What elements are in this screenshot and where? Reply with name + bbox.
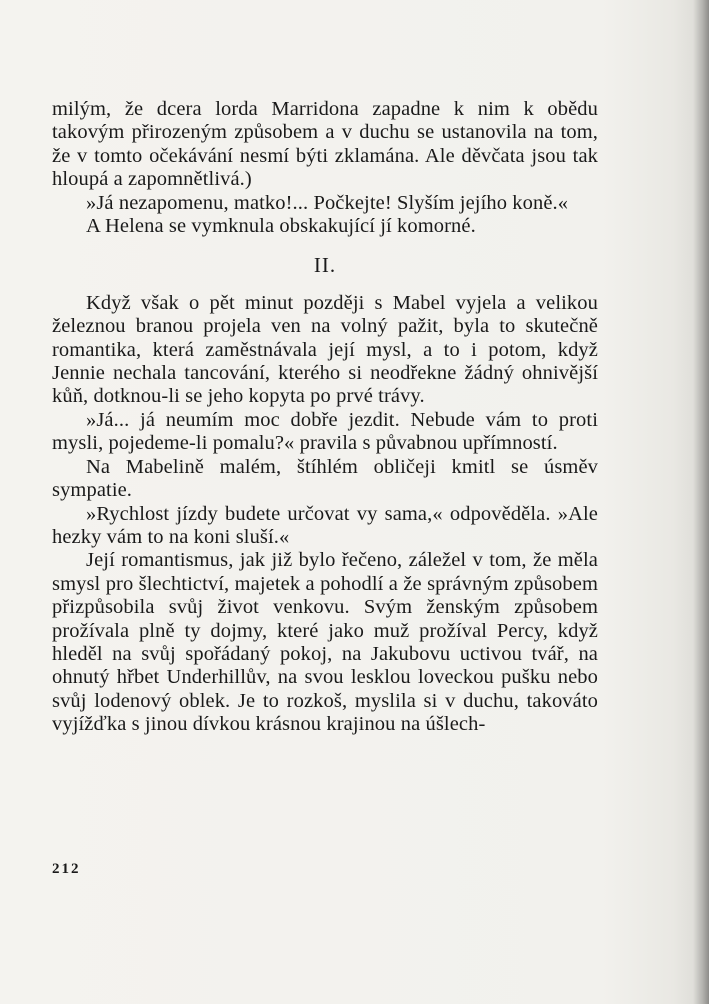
paragraph: A Helena se vymknula obskakující jí komorné. [86, 215, 476, 238]
paragraph: »Rychlost jízdy budete určovat vy sama,« odpověděla. »Ale hezky vám to na koni sluší.« [52, 502, 598, 548]
chapter-heading: II. [313, 253, 337, 278]
page-number: 212 [52, 861, 81, 877]
body-text [52, 98, 598, 737]
paragraph: Na Mabelině malém, štíhlém obličeji kmitl se úsměv sympatie. [52, 455, 598, 502]
paragraph: Její romantismus, jak již bylo řečeno, záležel v tom, že měla smysl pro šlechtictví, majetek a pohodlí a že správným způsobem přizpůsobila svůj život venkovu. Svým ženským způsobem prožívala plně ty dojmy, které jako muž prožíval Percy, když hleděl na svůj spořádaný pokoj, na Jakubovu uctivou tvář, na ohnutý hřbet Underhillův, na svou lesklou loveckou pušku nebo svůj lodenový oblek. Je to rozkoš, myslila si v duchu, takováto vyjížďka s jinou dívkou krásnou krajinou na úšlech- [52, 549, 598, 736]
page-edge-shadow [693, 0, 709, 1004]
paragraph: Když však o pět minut později s Mabel vyjela a velikou železnou branou projela ven na volný pažit, byla to skutečně romantika, která zaměstnávala její mysl, a to i potom, když Jennie nechala tancování, kterého si neodřekne žádný ohnivější kůň, dotknou-li se jeho kopyta po prvé trávy. [52, 291, 598, 408]
paragraph: »Já nezapomenu, matko!... Počkejte! Slyším jejího koně.« [86, 191, 569, 214]
paragraph: »Já... já neumím moc dobře jezdit. Nebude vám to proti mysli, pojedeme-li pomalu?« pravila s půvabnou upřímností. [52, 408, 598, 455]
paragraph: milým, že dcera lorda Marridona zapadne k nim k obědu takovým přirozeným způsobem a v duchu se ustanovila na tom, že v tomto očekávání nesmí býti zklamána. Ale děvčata jsou tak hloupá a zapomnětlivá.) [52, 98, 598, 191]
